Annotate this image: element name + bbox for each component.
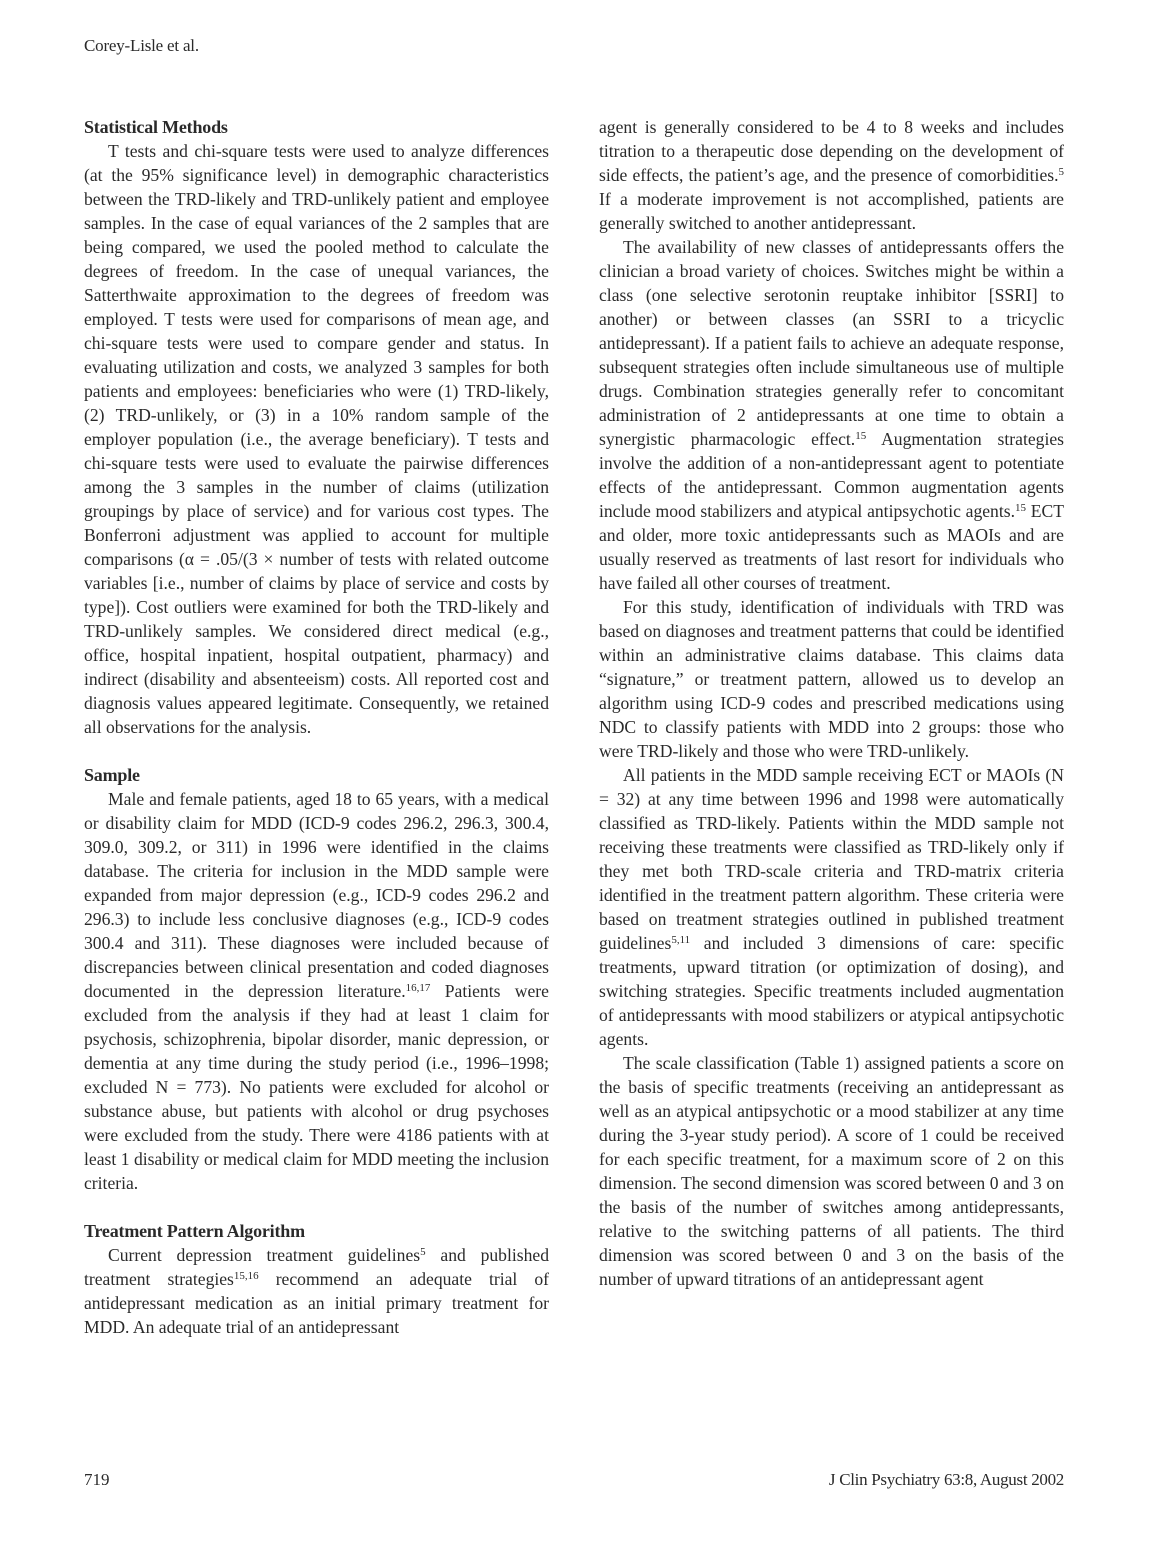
right-column: [599, 115, 1064, 1291]
heading-treatment-pattern-algorithm: Treatment Pattern Algorithm: [84, 1221, 305, 1241]
text: Current depression treatment guidelines: [108, 1245, 421, 1265]
text: All patients in the MDD sample receiving ECT or MAOIs (N = 32) at any time between 1996 and 1998 were automatically classified as TRD-likely. Patients within the MDD sample not receiving these treatments were classified as TRD-likely only if they met both TRD-scale criteria and TRD-matrix criteria identified in the treatment pattern algorithm. These criteria were based on treatment strategies outlined in published treatment guidelines: [599, 765, 1064, 953]
paragraph: The scale classification (Table 1) assigned patients a score on the basis of specific treatments (receiving an antidepressant as well as an atypical antipsychotic or a mood stabilizer at any time during the 3-year study period). A score of 1 could be received for each specific treatment, for a maximum score of 2 on this dimension. The second dimension was scored between 0 and 3 on the basis of the number of switches among antidepressants, relative to the switching patterns of all patients. The third dimension was scored between 0 and 3 on the basis of the number of upward titrations of an antidepressant agent: [599, 1053, 1064, 1289]
section-statistical-methods: [84, 115, 549, 739]
citation: 15,16: [233, 1270, 259, 1282]
text: ECT and older, more toxic antidepressants such as MAOIs and are usually reserved as treatments of last resort for individuals who have failed all other courses of treatment.: [599, 501, 1064, 593]
heading-statistical-methods: Statistical Methods: [84, 117, 228, 137]
paragraph: [599, 115, 1064, 235]
paragraph: [599, 763, 1064, 1051]
left-column: [84, 115, 549, 1363]
text: recommend an adequate trial of antidepressant medication as an initial primary treatment for MDD. An adequate trial of an antidepressant: [84, 1269, 549, 1337]
citation: 16,17: [405, 982, 431, 994]
text: If a moderate improvement is not accomplished, patients are generally switched to another antidepressant.: [599, 189, 1064, 233]
paragraph: T tests and chi-square tests were used to analyze differences (at the 95% significance level) in demographic characteristics between the TRD-likely and TRD-unlikely patient and employee samples. In the case of equal variances of the 2 samples that are being compared, we used the pooled method to calculate the degrees of freedom. In the case of unequal variances, the Satterthwaite approximation to the degrees of freedom was employed. T tests were used for comparisons of mean age, and chi-square tests were used to compare gender and status. In evaluating utilization and costs, we analyzed 3 samples for both patients and employees: beneficiaries who were (1) TRD-likely, (2) TRD-unlikely, or (3) in a 10% random sample of the employer population (i.e., the average beneficiary). T tests and chi-square tests were used to evaluate the pairwise differences among the 3 samples in the number of claims (utilization groupings by place of service) and for various cost types. The Bonferroni adjustment was applied to account for multiple comparisons (α = .05/(3 × number of tests with related outcome variables [i.e., number of claims by place of service and costs by type]). Cost outliers were examined for both the TRD-likely and TRD-unlikely samples. We considered direct medical (e.g., office, hospital inpatient, hospital outpatient, pharmacy) and indirect (disability and absenteeism) costs. All reported cost and diagnosis values appeared legitimate. Consequently, we retained all observations for the analysis.: [84, 141, 549, 737]
citation: 15: [855, 430, 867, 442]
section-treatment-pattern-algorithm: [84, 1219, 549, 1339]
text: Augmentation strategies involve the addition of a non-antidepressant agent to potentiate effects of the antidepressant. Common augmentation agents include mood stabilizers and atypical antipsychotic agents.: [599, 429, 1064, 521]
text: and published treatment strategies: [84, 1245, 550, 1289]
citation: 5: [420, 1246, 426, 1258]
citation: 15: [1015, 502, 1026, 514]
text: Patients were excluded from the analysis if they had at least 1 claim for psychosis, schizophrenia, bipolar disorder, manic depression, or dementia at any time during the study period (i.e., 1996–1998; excluded N = 773). No patients were excluded for alcohol or substance abuse, but patients with alcohol or drug psychoses were excluded from the study. There were 4186 patients with at least 1 disability or medical claim for MDD meeting the inclusion criteria.: [84, 981, 549, 1193]
paragraph: [84, 787, 549, 1195]
running-head: Corey-Lisle et al.: [84, 36, 199, 55]
citation: 5,11: [671, 934, 691, 946]
citation: 5: [1058, 166, 1064, 178]
text: agent is generally considered to be 4 to 8 weeks and includes titration to a therapeutic dose depending on the development of side effects, the patient’s age, and the presence of comorbidities.: [599, 117, 1064, 185]
page-number: 719: [84, 1470, 110, 1489]
paragraph: [599, 235, 1064, 595]
heading-sample: Sample: [84, 765, 140, 785]
paragraph: For this study, identification of individuals with TRD was based on diagnoses and treatment patterns that could be identified within an administrative claims database. This claims data “signature,” or treatment pattern, allowed us to develop an algorithm using ICD-9 codes and prescribed medications using NDC to classify patients with MDD into 2 groups: those who were TRD-likely and those who were TRD-unlikely.: [599, 597, 1064, 761]
journal-reference: J Clin Psychiatry 63:8, August 2002: [828, 1470, 1064, 1489]
text: Male and female patients, aged 18 to 65 years, with a medical or disability claim for MDD (ICD-9 codes 296.2, 296.3, 300.4, 309.0, 309.2, or 311) in 1996 were identified in the claims database. The criteria for inclusion in the MDD sample were expanded from major depression (e.g., ICD-9 codes 296.2 and 296.3) to include less conclusive diagnoses (e.g., ICD-9 codes 300.4 and 311). These diagnoses were included because of discrepancies between clinical presentation and coded diagnoses documented in the depression literature.: [84, 789, 549, 1001]
text: The availability of new classes of antidepressants offers the clinician a broad variety of choices. Switches might be within a class (one selective serotonin reuptake inhibitor [SSRI] to another) or between classes (an SSRI to a tricyclic antidepressant). If a patient fails to achieve an adequate response, subsequent strategies often include simultaneous use of multiple drugs. Combination strategies generally refer to concomitant administration of 2 antidepressants at one time to obtain a synergistic pharmacologic effect.: [599, 237, 1064, 449]
text: and included 3 dimensions of care: specific treatments, upward titration (or optimization of dosing), and switching strategies. Specific treatments included augmentation of antidepressants with mood stabilizers or atypical antipsychotic agents.: [599, 933, 1064, 1049]
paragraph: [84, 1243, 549, 1339]
section-sample: [84, 763, 549, 1195]
